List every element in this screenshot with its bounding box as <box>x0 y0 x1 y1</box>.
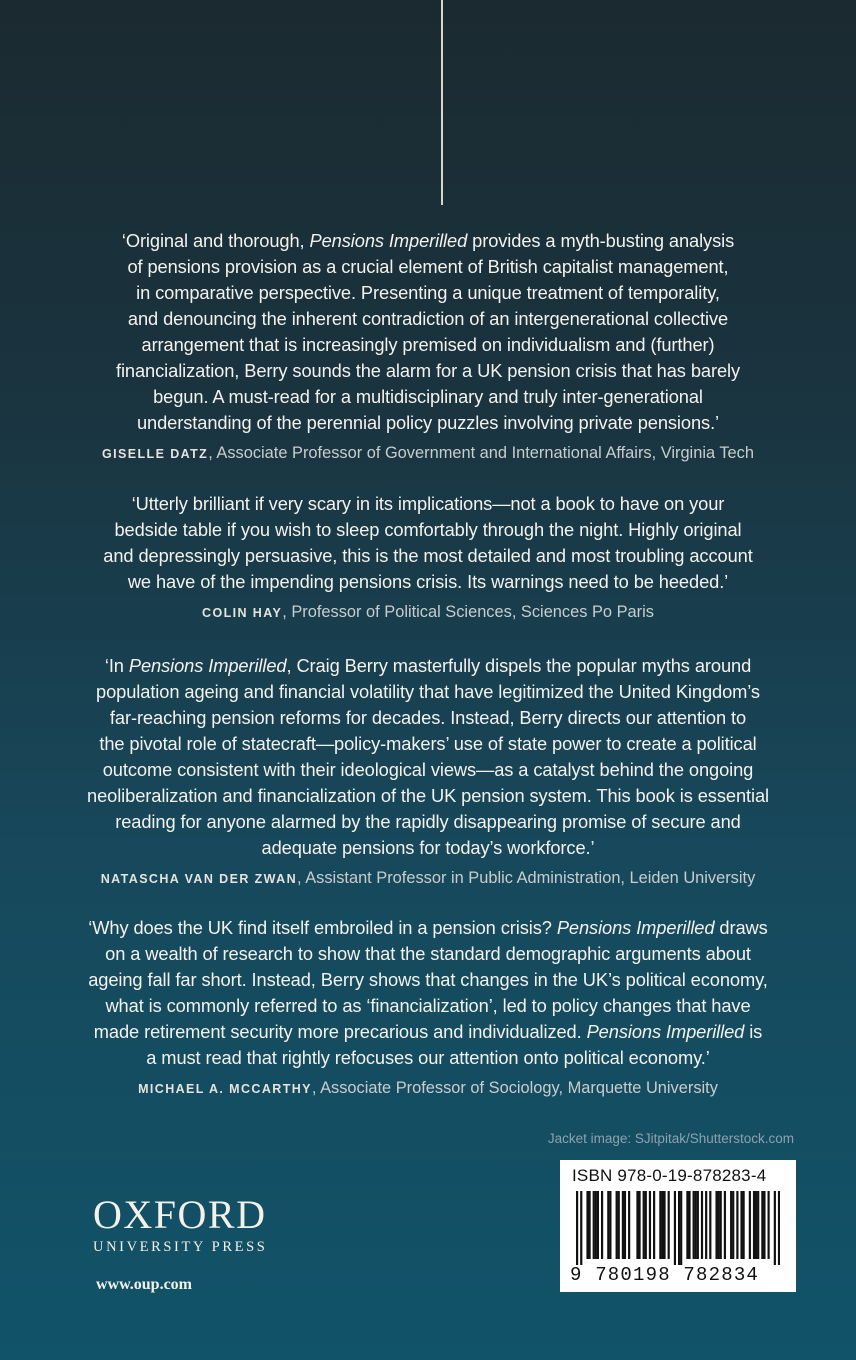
barcode-bar <box>645 1191 647 1259</box>
endorsement-quote-4 <box>40 915 816 1100</box>
endorsement-quote-1 <box>40 228 816 465</box>
isbn-digits: 9 780198 782834 <box>570 1264 760 1286</box>
quote-attribution <box>40 601 816 624</box>
barcode-bar <box>576 1191 578 1265</box>
isbn-barcode <box>560 1160 796 1292</box>
endorser-title: , Professor of Political Sciences, Sciences Po Paris <box>282 603 654 621</box>
barcode-bars <box>576 1191 780 1265</box>
barcode-bar <box>601 1191 603 1259</box>
quote-attribution <box>40 1077 816 1100</box>
barcode-bar <box>732 1191 734 1259</box>
barcode-bar <box>720 1191 722 1259</box>
barcode-bar <box>709 1191 711 1259</box>
barcode-bar <box>768 1191 770 1259</box>
barcode-bar <box>616 1191 618 1259</box>
barcode-bar <box>730 1191 732 1259</box>
barcode-bar <box>609 1191 611 1259</box>
barcode-bar <box>586 1191 588 1259</box>
barcode-bar <box>718 1191 720 1259</box>
barcode-bar <box>749 1191 751 1259</box>
barcode-bar <box>661 1191 663 1259</box>
barcode-bar <box>763 1191 765 1259</box>
jacket-image-credit: Jacket image: SJitpitak/Shutterstock.com <box>547 1131 794 1146</box>
quote-attribution <box>40 442 816 465</box>
barcode-bar <box>595 1191 597 1259</box>
barcode-bar <box>778 1191 780 1265</box>
quote-attribution <box>40 867 816 890</box>
barcode-bar <box>668 1191 670 1259</box>
barcode-bar <box>705 1191 707 1259</box>
barcode-bar <box>653 1191 655 1259</box>
endorser-title: , Associate Professor of Sociology, Marquette University <box>311 1079 718 1097</box>
barcode-bar <box>588 1191 590 1259</box>
barcode-bar <box>715 1191 717 1259</box>
barcode-bar <box>743 1191 745 1259</box>
quote-text: ‘Why does the UK find itself embroiled in a pension crisis? Pensions Imperilled draws on a wealth of research to show that the standard demographic arguments about ageing fall far short. Instead, Berry shows that changes in the UK’s political economy, what is commonly referred to as ‘financialization’, led to policy changes that have made retirement security more precarious and individualized. Pensions Imperilled is a must read that rightly refocuses our attention onto political economy.’ <box>88 917 768 1068</box>
barcode-bar <box>618 1191 620 1259</box>
endorsement-quote-3 <box>40 653 816 890</box>
barcode-bar <box>659 1191 661 1259</box>
barcode-bar <box>774 1191 776 1265</box>
barcode-bar <box>638 1191 640 1259</box>
endorser-name: NATASCHA VAN DER ZWAN <box>100 872 298 886</box>
barcode-bar <box>736 1191 738 1259</box>
barcode-bar <box>695 1191 697 1259</box>
barcode-bar <box>697 1191 699 1259</box>
barcode-bar <box>643 1191 645 1259</box>
barcode-bar <box>593 1191 595 1259</box>
barcode-bar <box>693 1191 695 1259</box>
oxford-university-press-logo <box>93 1192 268 1256</box>
endorsement-quote-2 <box>40 491 816 624</box>
barcode-bar <box>686 1191 688 1259</box>
barcode-bar <box>678 1191 680 1265</box>
barcode-bar <box>761 1191 763 1259</box>
barcode-bar <box>674 1191 676 1265</box>
endorser-title: , Assistant Professor in Public Administration, Leiden University <box>297 869 756 887</box>
barcode-bar <box>688 1191 690 1259</box>
publisher-url[interactable]: www.oup.com <box>96 1276 193 1293</box>
barcode-bar <box>724 1191 726 1259</box>
barcode-bar <box>628 1191 630 1259</box>
barcode-bar <box>701 1191 703 1259</box>
publisher-name: OXFORD <box>93 1192 267 1237</box>
barcode-bar <box>740 1191 742 1259</box>
decorative-vertical-rule <box>441 0 443 205</box>
barcode-bar <box>680 1191 682 1265</box>
endorser-name: MICHAEL A. MCCARTHY <box>138 1082 312 1096</box>
barcode-bar <box>622 1191 624 1259</box>
isbn-label: ISBN 978-0-19-878283-4 <box>572 1166 767 1185</box>
barcode-bar <box>755 1191 757 1259</box>
barcode-bar <box>597 1191 599 1259</box>
quote-text: ‘Utterly brilliant if very scary in its implications—not a book to have on your bedside table if you wish to sleep comfortably through the night. Highly original and depressingly persuasive, this is the most detailed and most troubling account we have of the impending pensions crisis. Its warnings need to be heeded.’ <box>103 493 753 592</box>
barcode-bar <box>649 1191 651 1259</box>
quote-text: ‘Original and thorough, Pensions Imperilled provides a myth-busting analysis of pensions provision as a crucial element of British capitalist management, in comparative perspective. Presenting a unique treatment of temporality, and denouncing the inherent contradiction of an intergenerational collective arrangement that is increasingly premised on individualism and (further) financialization, Berry sounds the alarm for a UK pension crisis that has barely begun. A must-read for a multidisciplinary and truly inter-generational understanding of the perennial policy puzzles involving private pensions.’ <box>115 230 741 433</box>
barcode-bar <box>636 1191 638 1259</box>
barcode-bar <box>753 1191 755 1259</box>
endorser-title: , Associate Professor of Government and International Affairs, Virginia Tech <box>208 444 754 462</box>
quote-text: ‘In Pensions Imperilled, Craig Berry masterfully dispels the popular myths around population ageing and financial volatility that have legitimized the United Kingdom’s far-reaching pension reforms for decades. Instead, Berry directs our attention to the pivotal role of statecraft—policy-makers’ use of state power to create a political outcome consistent with their ideological views—as a catalyst behind the ongoing neoliberalization and financialization of the UK pension system. This book is essential reading for anyone alarmed by the rapidly disappearing promise of secure and adequate pensions for today’s workforce.’ <box>87 655 769 858</box>
endorser-name: COLIN HAY <box>202 606 283 620</box>
barcode-bar <box>663 1191 665 1259</box>
barcode-bar <box>607 1191 609 1259</box>
barcode-bar <box>580 1191 582 1265</box>
barcode-bar <box>757 1191 759 1259</box>
publisher-subtitle: UNIVERSITY PRESS <box>93 1239 268 1255</box>
barcode-bar <box>624 1191 626 1259</box>
endorser-name: GISELLE DATZ <box>102 447 209 461</box>
